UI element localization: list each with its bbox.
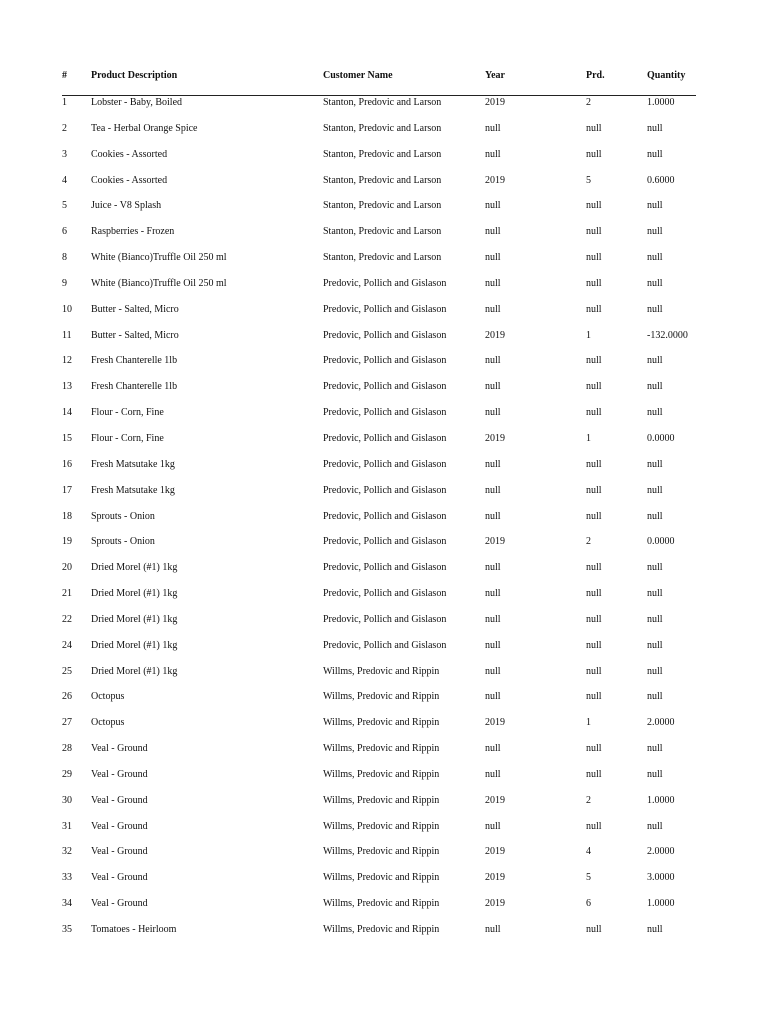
cell-customer: Predovic, Pollich and Gislason (323, 510, 447, 522)
cell-customer: Stanton, Predovic and Larson (323, 148, 442, 160)
cell-description: Lobster - Baby, Boiled (91, 97, 183, 108)
cell-year: null (485, 588, 501, 600)
table-row (62, 716, 696, 742)
cell-customer: Predovic, Pollich and Gislason (323, 536, 447, 548)
table-row (62, 277, 696, 303)
cell-quantity: null (647, 510, 663, 522)
cell-year: 2019 (485, 174, 505, 186)
cell-year: null (485, 407, 501, 419)
cell-period: 6 (586, 898, 591, 910)
cell-year: 2019 (485, 872, 505, 884)
cell-number: 12 (62, 355, 72, 367)
cell-quantity: -132.0000 (647, 329, 688, 341)
cell-period: null (586, 588, 602, 600)
cell-year: 2019 (485, 846, 505, 858)
cell-customer: Predovic, Pollich and Gislason (323, 458, 447, 470)
table-row (62, 794, 696, 820)
cell-number: 21 (62, 588, 72, 600)
cell-description: Juice - V8 Splash (91, 200, 162, 212)
cell-quantity: 2.0000 (647, 717, 675, 729)
cell-number: 20 (62, 562, 72, 574)
cell-year: 2019 (485, 794, 505, 806)
table-row (62, 535, 696, 561)
cell-description: Cookies - Assorted (91, 174, 168, 186)
cell-period: 1 (586, 432, 591, 444)
cell-description: Butter - Salted, Micro (91, 329, 179, 341)
cell-number: 4 (62, 174, 67, 186)
table-row (62, 148, 696, 174)
cell-quantity: null (647, 355, 663, 367)
cell-customer: Predovic, Pollich and Gislason (323, 613, 447, 625)
table-row (62, 871, 696, 897)
cell-quantity: null (647, 484, 663, 496)
table-row (62, 510, 696, 536)
table-row (62, 354, 696, 380)
cell-period: null (586, 639, 602, 651)
table-row (62, 820, 696, 846)
cell-description: Octopus (91, 717, 125, 729)
cell-year: null (485, 381, 501, 393)
cell-customer: Predovic, Pollich and Gislason (323, 639, 447, 651)
cell-number: 11 (62, 329, 72, 341)
cell-year: null (485, 743, 501, 755)
cell-customer: Willms, Predovic and Rippin (323, 691, 440, 703)
cell-quantity: 3.0000 (647, 872, 675, 884)
cell-description: Raspberries - Frozen (91, 226, 175, 238)
cell-period: null (586, 252, 602, 264)
cell-customer: Stanton, Predovic and Larson (323, 122, 442, 134)
cell-year: null (485, 613, 501, 625)
cell-period: null (586, 510, 602, 522)
cell-period: 1 (586, 329, 591, 341)
table-row (62, 406, 696, 432)
cell-period: 2 (586, 97, 591, 108)
cell-quantity: null (647, 458, 663, 470)
cell-description: Sprouts - Onion (91, 536, 155, 548)
cell-year: null (485, 277, 501, 289)
table-row (62, 432, 696, 458)
cell-year: 2019 (485, 97, 505, 108)
cell-period: null (586, 355, 602, 367)
header-description: Product Description (91, 70, 178, 81)
cell-quantity: null (647, 200, 663, 212)
cell-description: Flour - Corn, Fine (91, 432, 164, 444)
cell-period: null (586, 277, 602, 289)
cell-year: 2019 (485, 536, 505, 548)
table-row (62, 845, 696, 871)
cell-description: Fresh Chanterelle 1lb (91, 355, 178, 367)
cell-description: Octopus (91, 691, 125, 703)
cell-number: 26 (62, 691, 72, 703)
table-row (62, 897, 696, 923)
cell-period: null (586, 226, 602, 238)
cell-period: null (586, 562, 602, 574)
table-row (62, 303, 696, 329)
cell-quantity: 0.0000 (647, 536, 675, 548)
cell-period: null (586, 200, 602, 212)
cell-period: null (586, 691, 602, 703)
cell-description: Veal - Ground (91, 898, 148, 910)
cell-period: null (586, 820, 602, 832)
cell-quantity: null (647, 691, 663, 703)
cell-description: Dried Morel (#1) 1kg (91, 562, 178, 574)
cell-year: null (485, 458, 501, 470)
cell-description: Veal - Ground (91, 846, 148, 858)
cell-quantity: null (647, 665, 663, 677)
cell-number: 31 (62, 820, 72, 832)
cell-quantity: null (647, 277, 663, 289)
cell-year: null (485, 355, 501, 367)
table-row (62, 329, 696, 355)
cell-number: 13 (62, 381, 72, 393)
cell-customer: Willms, Predovic and Rippin (323, 743, 440, 755)
cell-year: null (485, 484, 501, 496)
cell-quantity: null (647, 407, 663, 419)
cell-period: null (586, 122, 602, 134)
table-row (62, 174, 696, 200)
cell-customer: Willms, Predovic and Rippin (323, 665, 440, 677)
header-year: Year (485, 70, 505, 81)
cell-number: 2 (62, 122, 67, 134)
cell-period: null (586, 924, 602, 935)
cell-description: Sprouts - Onion (91, 510, 155, 522)
cell-customer: Willms, Predovic and Rippin (323, 924, 440, 935)
cell-quantity: null (647, 613, 663, 625)
cell-period: 2 (586, 794, 591, 806)
header-customer: Customer Name (323, 70, 393, 81)
cell-number: 27 (62, 717, 72, 729)
cell-quantity: null (647, 743, 663, 755)
cell-year: 2019 (485, 329, 505, 341)
header-quantity: Quantity (647, 70, 686, 81)
table-row (62, 742, 696, 768)
cell-quantity: null (647, 639, 663, 651)
cell-quantity: null (647, 148, 663, 160)
cell-description: Dried Morel (#1) 1kg (91, 639, 178, 651)
cell-year: null (485, 226, 501, 238)
cell-period: 4 (586, 846, 591, 858)
cell-description: Butter - Salted, Micro (91, 303, 179, 315)
cell-number: 1 (62, 97, 67, 108)
cell-year: null (485, 303, 501, 315)
cell-customer: Predovic, Pollich and Gislason (323, 329, 447, 341)
cell-quantity: 0.6000 (647, 174, 675, 186)
cell-customer: Stanton, Predovic and Larson (323, 226, 442, 238)
cell-customer: Predovic, Pollich and Gislason (323, 562, 447, 574)
cell-description: Veal - Ground (91, 872, 148, 884)
cell-year: null (485, 148, 501, 160)
cell-quantity: 1.0000 (647, 898, 675, 910)
cell-year: null (485, 924, 501, 935)
table-row (62, 690, 696, 716)
cell-description: Tea - Herbal Orange Spice (91, 122, 198, 134)
cell-period: null (586, 665, 602, 677)
cell-customer: Stanton, Predovic and Larson (323, 174, 442, 186)
cell-quantity: 1.0000 (647, 97, 675, 108)
table-row (62, 768, 696, 794)
cell-period: null (586, 743, 602, 755)
cell-customer: Predovic, Pollich and Gislason (323, 277, 447, 289)
cell-customer: Stanton, Predovic and Larson (323, 200, 442, 212)
header-period: Prd. (586, 70, 605, 81)
table-row (62, 199, 696, 225)
cell-period: 2 (586, 536, 591, 548)
cell-number: 5 (62, 200, 67, 212)
cell-description: Dried Morel (#1) 1kg (91, 665, 178, 677)
table-row (62, 122, 696, 148)
cell-customer: Predovic, Pollich and Gislason (323, 407, 447, 419)
cell-description: White (Bianco)Truffle Oil 250 ml (91, 277, 227, 289)
cell-period: null (586, 148, 602, 160)
table-row (62, 665, 696, 691)
cell-period: 1 (586, 717, 591, 729)
table-row (62, 96, 696, 122)
cell-quantity: null (647, 588, 663, 600)
cell-number: 22 (62, 613, 72, 625)
cell-quantity: null (647, 924, 663, 935)
cell-period: null (586, 458, 602, 470)
cell-customer: Willms, Predovic and Rippin (323, 820, 440, 832)
cell-quantity: 2.0000 (647, 846, 675, 858)
cell-customer: Predovic, Pollich and Gislason (323, 303, 447, 315)
cell-year: null (485, 122, 501, 134)
cell-customer: Predovic, Pollich and Gislason (323, 381, 447, 393)
cell-description: Cookies - Assorted (91, 148, 168, 160)
cell-description: Fresh Matsutake 1kg (91, 458, 175, 470)
cell-customer: Willms, Predovic and Rippin (323, 794, 440, 806)
cell-quantity: null (647, 768, 663, 780)
cell-year: null (485, 252, 501, 264)
cell-number: 10 (62, 303, 72, 315)
cell-description: Fresh Matsutake 1kg (91, 484, 175, 496)
cell-customer: Predovic, Pollich and Gislason (323, 432, 447, 444)
cell-number: 15 (62, 432, 72, 444)
cell-description: Flour - Corn, Fine (91, 407, 164, 419)
table-row (62, 587, 696, 613)
cell-customer: Predovic, Pollich and Gislason (323, 588, 447, 600)
cell-year: null (485, 820, 501, 832)
table-row (62, 923, 696, 949)
cell-number: 32 (62, 846, 72, 858)
cell-quantity: null (647, 381, 663, 393)
cell-period: null (586, 407, 602, 419)
cell-year: null (485, 639, 501, 651)
cell-description: Dried Morel (#1) 1kg (91, 588, 178, 600)
cell-quantity: null (647, 252, 663, 264)
cell-number: 29 (62, 768, 72, 780)
cell-quantity: null (647, 226, 663, 238)
cell-customer: Predovic, Pollich and Gislason (323, 484, 447, 496)
cell-year: null (485, 562, 501, 574)
cell-number: 28 (62, 743, 72, 755)
cell-description: Veal - Ground (91, 820, 148, 832)
cell-number: 16 (62, 458, 72, 470)
cell-customer: Willms, Predovic and Rippin (323, 898, 440, 910)
cell-number: 25 (62, 665, 72, 677)
cell-number: 18 (62, 510, 72, 522)
cell-customer: Predovic, Pollich and Gislason (323, 355, 447, 367)
cell-year: 2019 (485, 717, 505, 729)
table-row (62, 484, 696, 510)
cell-year: null (485, 691, 501, 703)
cell-customer: Stanton, Predovic and Larson (323, 97, 442, 108)
table-row (62, 561, 696, 587)
cell-customer: Willms, Predovic and Rippin (323, 717, 440, 729)
cell-quantity: null (647, 562, 663, 574)
table-row (62, 380, 696, 406)
cell-period: null (586, 484, 602, 496)
cell-year: null (485, 200, 501, 212)
cell-quantity: 1.0000 (647, 794, 675, 806)
cell-quantity: null (647, 122, 663, 134)
cell-number: 33 (62, 872, 72, 884)
cell-year: 2019 (485, 432, 505, 444)
table-row (62, 458, 696, 484)
cell-description: Dried Morel (#1) 1kg (91, 613, 178, 625)
cell-customer: Stanton, Predovic and Larson (323, 252, 442, 264)
cell-number: 6 (62, 226, 67, 238)
cell-customer: Willms, Predovic and Rippin (323, 846, 440, 858)
cell-number: 19 (62, 536, 72, 548)
table-row (62, 613, 696, 639)
cell-customer: Willms, Predovic and Rippin (323, 768, 440, 780)
cell-number: 8 (62, 252, 67, 264)
cell-quantity: 0.0000 (647, 432, 675, 444)
cell-description: White (Bianco)Truffle Oil 250 ml (91, 252, 227, 264)
table-header-row (62, 68, 696, 96)
table-row (62, 639, 696, 665)
cell-year: null (485, 665, 501, 677)
cell-period: 5 (586, 872, 591, 884)
cell-number: 24 (62, 639, 72, 651)
cell-period: null (586, 613, 602, 625)
cell-year: null (485, 768, 501, 780)
header-number: # (62, 70, 67, 81)
cell-number: 17 (62, 484, 72, 496)
cell-description: Veal - Ground (91, 743, 148, 755)
cell-number: 34 (62, 898, 72, 910)
report-table (62, 68, 696, 949)
cell-period: null (586, 303, 602, 315)
cell-number: 9 (62, 277, 67, 289)
cell-quantity: null (647, 303, 663, 315)
cell-year: 2019 (485, 898, 505, 910)
cell-period: null (586, 768, 602, 780)
cell-description: Fresh Chanterelle 1lb (91, 381, 178, 393)
cell-quantity: null (647, 820, 663, 832)
cell-number: 35 (62, 924, 72, 935)
cell-number: 30 (62, 794, 72, 806)
cell-customer: Willms, Predovic and Rippin (323, 872, 440, 884)
cell-description: Veal - Ground (91, 794, 148, 806)
cell-number: 14 (62, 407, 72, 419)
cell-description: Tomatoes - Heirloom (91, 924, 177, 935)
cell-period: null (586, 381, 602, 393)
table-row (62, 225, 696, 251)
table-row (62, 251, 696, 277)
cell-number: 3 (62, 148, 67, 160)
table-body (62, 96, 696, 949)
cell-description: Veal - Ground (91, 768, 148, 780)
cell-year: null (485, 510, 501, 522)
cell-period: 5 (586, 174, 591, 186)
